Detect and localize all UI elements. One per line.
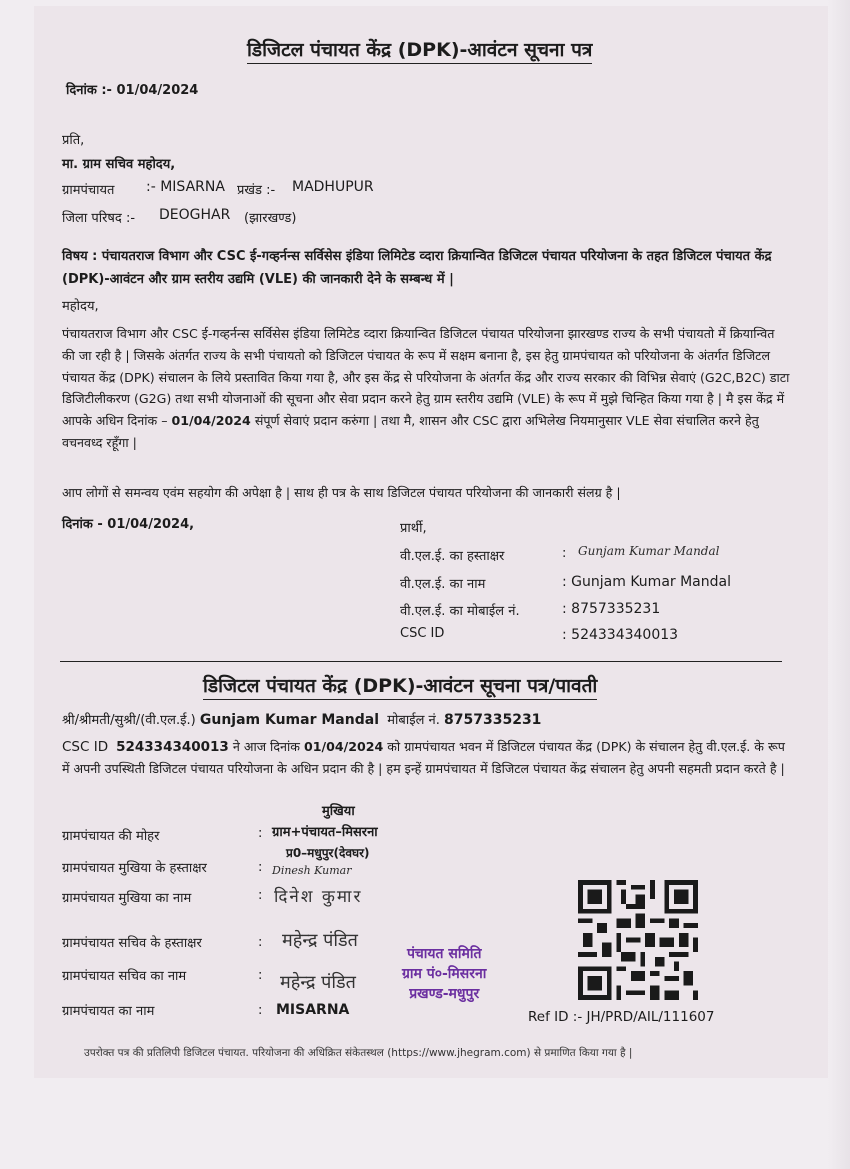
body-date: 01/04/2024 [171, 413, 251, 429]
vle-name-value: : Gunjam Kumar Mandal [562, 574, 731, 590]
gp-label: ग्रामपंचायत [62, 183, 115, 198]
stamp-line-3: प्रखण्ड-मधुपुर [409, 986, 480, 1002]
gp-name-colon: : [258, 1003, 263, 1018]
mukhiya-name-value: दिनेश कुमार [274, 887, 363, 907]
district-label: जिला परिषद :- [62, 211, 136, 226]
gp-name-value: MISARNA [276, 1002, 350, 1018]
vle-signature: Gunjam Kumar Mandal [578, 544, 720, 558]
sign-date: दिनांक - 01/04/2024, [62, 517, 195, 532]
csc-id-label: CSC ID [400, 626, 445, 641]
receipt-date: 01/04/2024 [303, 739, 384, 754]
mukhiya-name-label: ग्रामपंचायत मुखिया का नाम [62, 891, 192, 906]
panchayat-stamp [402, 944, 486, 1004]
seal-line-2: प्र0–मधुपुर(देवघर) [286, 846, 370, 860]
sachiv-sign-colon: : [258, 935, 263, 950]
sachiv-name-label: ग्रामपंचायत सचिव का नाम [62, 969, 187, 984]
addressee: मा. ग्राम सचिव महोदय, [62, 157, 176, 172]
seal-line-1: ग्राम+पंचायत–मिसरना [272, 825, 378, 840]
applicant-label: प्रार्थी, [400, 521, 427, 536]
vle-prefix: श्री/श्रीमती/सुश्री/(वी.एल.ई.) [62, 713, 196, 728]
qr-code-icon [578, 880, 698, 1000]
sachiv-signature: महेन्द्र पंडित [282, 930, 358, 951]
mukhiya-heading: मुखिया [322, 804, 355, 819]
gp-value: :- MISARNA [146, 179, 225, 195]
closing-line: आप लोगों से समन्वय एवंम सहयोग की अपेक्षा है | साथ ही पत्र के साथ डिजिटल पंचायत परियोजना की जानकारी संलग्र है | [62, 485, 621, 500]
block-value: MADHUPUR [292, 179, 374, 195]
block-label: प्रखंड :- [237, 183, 276, 198]
sachiv-name-value: महेन्द्र पंडित [280, 972, 356, 993]
page-edge [828, 0, 850, 1169]
vle-name-label: वी.एल.ई. का नाम [400, 577, 486, 592]
mukhiya-sign-label: ग्रामपंचायत मुखिया के हस्ताक्षर [62, 861, 207, 876]
receipt-vle-name: Gunjam Kumar Mandal [199, 712, 379, 728]
vle-mobile-value: : 8757335231 [562, 601, 661, 617]
sachiv-sign-label: ग्रामपंचायत सचिव के हस्ताक्षर [62, 936, 202, 951]
footer-note: उपरोक्त पत्र की प्रतिलिपी डिजिटल पंचायत. परियोजना की अधिक्रित संकेतस्थल (https://www.jhegram.com) से प्रमाणित किया गया है | [84, 1047, 633, 1059]
csc-id-value: : 524334340013 [562, 627, 679, 643]
letter-body [62, 323, 790, 454]
letter-subject: विषय : पंचायतराज विभाग और CSC ई-गव्हर्नन्स सर्विसेस इंडिया लिमिटेड व्दारा क्रियान्वित डिजिटल पंचायत परियोजना के तहत डिजिटल पंचायत केंद्र (DPK)-आवंटन और ग्राम स्तरीय उद्यमि (VLE) की जानकारी देने के सम्बन्ध में | [62, 249, 772, 287]
vle-sign-colon: : [562, 546, 567, 561]
receipt-vle-line [62, 710, 541, 728]
mukhiya-signature: Dinesh Kumar [272, 864, 352, 877]
receipt-csc-label: CSC ID [62, 739, 109, 755]
body-part-1: पंचायतराज विभाग और CSC ई-गव्हर्नन्स सर्विसेस इंडिया लिमिटेड व्दारा क्रियान्वित डिजिटल पंचायत परियोजना झारखण्ड राज्य के सभी पंचायतो में क्रियान्वित की जा रही है | जिसके अंतर्गत राज्य के सभी पंचायतो को डिजिटल पंचायत के रूप में सक्षम बनाना है, इस हेतु ग्रामपंचायत को परियोजना के अंतर्गत डिजिटल पंचायत केंद्र (DPK) संचालन के लिये प्रस्तावित किया गया है, और इस केंद्र से परियोजना के अंतर्गत केंद्र और राज्य सरकार की विभिन्न सेवाएं (G2C,B2C) डाटा डिजिटीलीकरण (G2G) तथा सभी योजनाओं की सूचना और सेवा प्रदान करने हेतु ग्राम स्तरीय उद्यमि (VLE) के रूप में मुझे चिन्हित किया गया है | मै इस केंद्र में आपके अधिन दिनांक – [62, 326, 790, 429]
mukhiya-sign-colon: : [258, 860, 263, 875]
receipt-text [62, 736, 790, 779]
receipt-title: डिजिटल पंचायत केंद्र (DPK)-आवंटन सूचना पत्र/पावती [203, 672, 597, 700]
section-divider [60, 661, 782, 662]
receipt-mobile-value: 8757335231 [444, 712, 542, 728]
ref-id: Ref ID :- JH/PRD/AIL/111607 [528, 1009, 715, 1025]
receipt-csc-value: 524334340013 [116, 739, 229, 755]
seal-label: ग्रामपंचायत की मोहर [62, 829, 160, 844]
mukhiya-name-colon: : [258, 888, 263, 903]
vle-mobile-label: वी.एल.ई. का मोबाईल नं. [400, 604, 520, 619]
vle-sign-label: वी.एल.ई. का हस्ताक्षर [400, 549, 505, 564]
receipt-text-b: को ग्रामपंचायत भवन में डिजिटल पंचायत केंद्र (DPK) के संचालन हेतु वी.एल.ई. के रूप में अपनी उपस्थिती डिजिटल पंचायत परियोजना के अधिन प्रदान की है | हम इन्हें ग्रामपंचायत में डिजिटल पंचायत केंद्र संचालन हेतु अपनी सहमती प्रदान करते है | [62, 739, 785, 776]
gp-name-label: ग्रामपंचायत का नाम [62, 1004, 155, 1019]
salutation: महोदय, [62, 299, 99, 314]
body-part-2: संपूर्ण सेवाएं प्रदान करुंगा | तथा मै, शासन और CSC द्वारा अभिलेख नियमानुसार VLE सेवा संचालित करने हेतु वचनवध्द रहूँगा | [62, 413, 759, 450]
stamp-line-1: पंचायत समिति [406, 946, 482, 962]
sachiv-name-colon: : [258, 968, 263, 983]
seal-colon: : [258, 826, 263, 841]
receipt-text-a: ने आज दिनांक [228, 739, 304, 754]
receipt-mobile-label: मोबाईल नं. [387, 713, 440, 728]
district-state: (झारखण्ड) [244, 211, 297, 226]
letter-date: दिनांक :- 01/04/2024 [66, 83, 199, 98]
stamp-line-2: ग्राम पं०-मिसरना [402, 966, 487, 982]
to-label: प्रति, [62, 133, 85, 148]
district-value: DEOGHAR [159, 207, 231, 223]
letter-title: डिजिटल पंचायत केंद्र (DPK)-आवंटन सूचना पत्र [247, 36, 592, 64]
